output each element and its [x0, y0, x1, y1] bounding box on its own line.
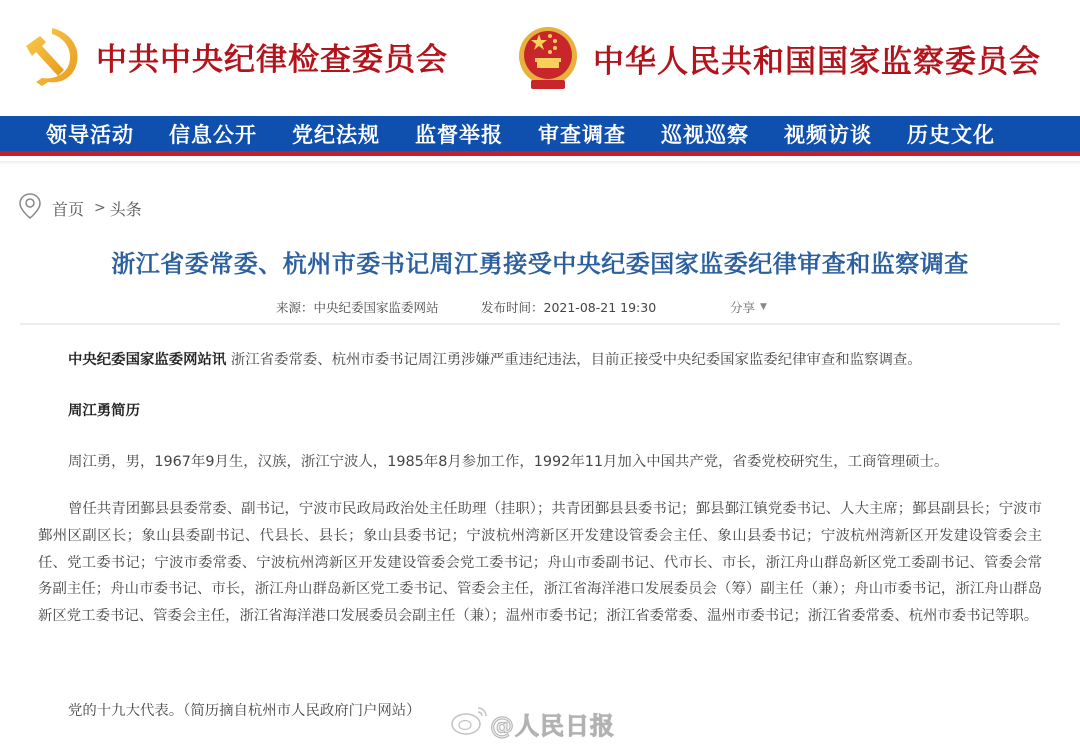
share-label: 分享 — [730, 300, 756, 315]
chevron-down-icon: ▼ — [760, 302, 767, 312]
article-source: 来源：中央纪委国家监委网站 — [276, 300, 439, 315]
national-emblem-icon — [517, 24, 579, 92]
lead-text: 浙江省委常委、杭州市委书记周江勇涉嫌严重违纪违法，目前正接受中央纪委国家监委纪律审查和监察调查。 — [226, 352, 922, 368]
ccdi-brand[interactable] — [22, 24, 448, 88]
location-pin-icon — [18, 192, 42, 224]
weibo-icon — [450, 704, 490, 742]
nav-shadow — [0, 161, 1080, 165]
ccdi-title: 中共中央纪律检查委员会 — [96, 41, 448, 78]
breadcrumb-current[interactable]: 头条 — [109, 199, 142, 219]
nsc-title: 中华人民共和国国家监察委员会 — [593, 43, 1041, 80]
bio-heading: 周江勇简历 — [68, 403, 140, 419]
site-header — [0, 0, 1080, 116]
lead-paragraph — [68, 347, 922, 374]
meta-divider — [20, 323, 1060, 325]
nav-item-regulations[interactable]: 党纪法规 — [292, 121, 380, 147]
nav-item-history[interactable]: 历史文化 — [907, 121, 995, 147]
nsc-brand[interactable] — [517, 24, 1041, 92]
lead-dateline: 中央纪委国家监委网站讯 — [68, 352, 227, 368]
weibo-handle: @人民日报 — [490, 711, 615, 740]
breadcrumb — [18, 192, 142, 224]
breadcrumb-separator: > — [94, 200, 106, 216]
nav-item-video[interactable]: 视频访谈 — [784, 121, 872, 147]
article-publish-time: 发布时间：2021-08-21 19:30 — [481, 300, 657, 315]
party-emblem-icon — [22, 24, 84, 88]
bio-intro: 周江勇，男，1967年9月生，汉族，浙江宁波人，1985年8月参加工作，1992年11月加入中国共产党，省委党校研究生，工商管理硕士。 — [68, 454, 949, 470]
article-title: 浙江省委常委、杭州市委书记周江勇接受中央纪委国家监委纪律审查和监察调查 — [111, 250, 969, 278]
bio-career: 曾任共青团鄞县县委常委、副书记，宁波市民政局政治处主任助理（挂职）；共青团鄞县县委书记；鄞县鄞江镇党委书记、人大主席；鄞县副县长；宁波市鄞州区副区长；象山县委副书记、代县长、县长；象山县委书记；宁波杭州湾新区开发建设管委会主任、象山县委书记；宁波杭州湾新区开发建设管委会主任、党工委书记；宁波市委常委、宁波杭州湾新区开发建设管委会党工委书记；舟山市委副书记、代市长、市长，浙江舟山群岛新区党工委副书记、管委会常务副主任；舟山市委书记、市长，浙江舟山群岛新区党工委书记、管委会主任，浙江省海洋港口发展委员会（筹）副主任（兼）；舟山市委书记，浙江舟山群岛新区党工委书记、管委会主任，浙江省海洋港口发展委员会副主任（兼）；温州市委书记；浙江省委常委、温州市委书记；浙江省委常委、杭州市委书记等职。 — [38, 501, 1042, 625]
nav-item-information[interactable]: 信息公开 — [169, 121, 257, 147]
breadcrumb-home[interactable]: 首页 — [52, 199, 85, 219]
nav-item-reporting[interactable]: 监督举报 — [415, 121, 503, 147]
weibo-watermark — [450, 704, 615, 742]
bio-footer: 党的十九大代表。（简历摘自杭州市人民政府门户网站） — [68, 703, 421, 719]
nav-item-inspection[interactable]: 巡视巡察 — [661, 121, 749, 147]
main-nav — [0, 116, 1080, 156]
nav-item-investigation[interactable]: 审查调查 — [538, 121, 626, 147]
share-dropdown[interactable] — [730, 298, 767, 316]
nav-item-leadership[interactable]: 领导活动 — [46, 121, 134, 147]
